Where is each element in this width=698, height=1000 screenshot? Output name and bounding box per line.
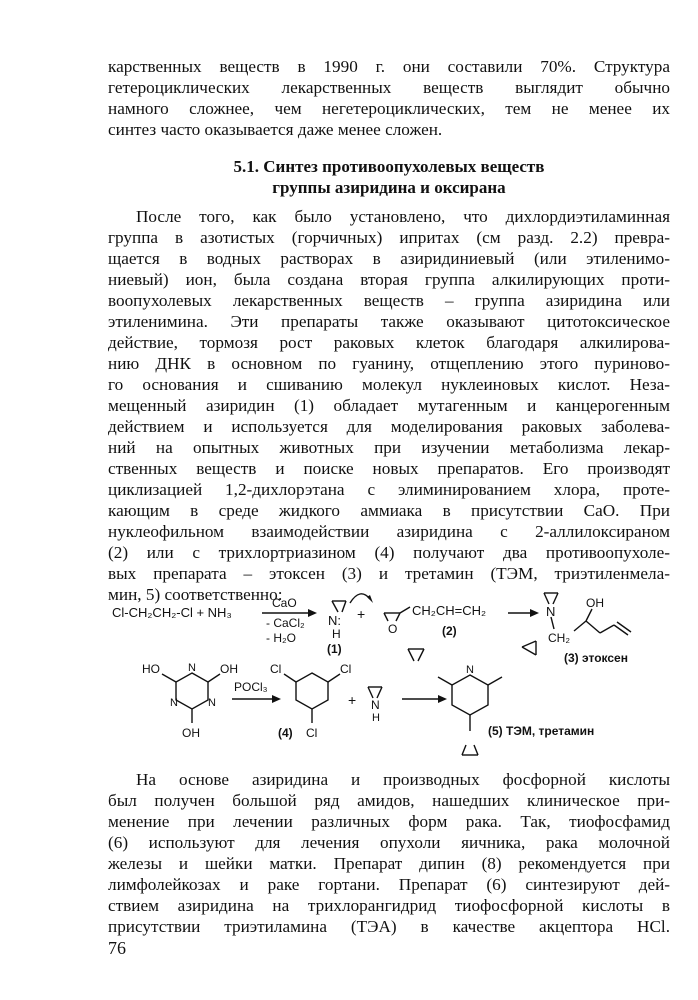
oxirane-o-label: O bbox=[388, 622, 398, 636]
ethoxene-bond bbox=[600, 625, 614, 633]
ethoxene-bond bbox=[614, 625, 628, 635]
chloro-cl-label: Cl bbox=[340, 662, 352, 676]
text-line: вых препарата – этоксен (3) и третамин (ТЭМ, триэтиленмела- bbox=[108, 564, 670, 583]
text-line: нию ДНК в основном по гуанину, отщеплению этого пуриново- bbox=[108, 354, 670, 373]
reaction-scheme bbox=[112, 585, 672, 760]
triazine-n-label: N bbox=[170, 697, 178, 709]
heading-line: группы азиридина и оксирана bbox=[272, 178, 506, 197]
section-heading bbox=[108, 156, 670, 198]
reagent-h2o: - H₂O bbox=[266, 631, 296, 645]
tem-aziridine-bond bbox=[462, 745, 466, 755]
aziridine-bond bbox=[332, 601, 338, 612]
text-line: После того, как было установлено, что дихлордиэтиламинная bbox=[136, 207, 670, 226]
triazine-n-label: N bbox=[208, 697, 216, 709]
tem-bond bbox=[488, 677, 502, 685]
text-line: На основе азиридина и производных фосфорной кислоты bbox=[136, 770, 670, 789]
ethoxene-ch2-label: CH₂ bbox=[548, 631, 570, 645]
text-line: (6) используют для лечения опухоли яичника, рака молочной bbox=[108, 833, 670, 852]
triazine-n-label: N bbox=[188, 662, 196, 674]
compound-label-5: (5) ТЭМ, третамин bbox=[488, 724, 595, 738]
page-number: 76 bbox=[108, 938, 126, 958]
triazine-bond bbox=[328, 674, 340, 682]
text-line: железы и шейки матки. Препарат дипин (8) рекомендуется при bbox=[108, 854, 670, 873]
triazine-ring bbox=[452, 675, 488, 715]
text-line: нуклеофильном взаимодействии азиридина с 2-аллилоксираном bbox=[108, 522, 670, 541]
text-line: карственных веществ в 1990 г. они составили 70%. Структура bbox=[108, 57, 670, 76]
allyl-chain: CH₂CH=CH₂ bbox=[412, 603, 487, 618]
text-line: менение при лечении различных форм рака. Так, тиофосфамид bbox=[108, 812, 670, 831]
triazine-ho-label: HO bbox=[142, 662, 160, 676]
plus-sign: + bbox=[348, 692, 357, 708]
heading-line: 5.1. Синтез противоопухолевых веществ bbox=[233, 157, 545, 176]
paragraph-bottom bbox=[108, 769, 670, 937]
reagent-cacl2: - CaCl₂ bbox=[266, 616, 305, 630]
ethoxene-bond bbox=[544, 593, 549, 604]
text-line: присутствии триэтиламина (ТЭА) в качестве акцептора HCl. bbox=[108, 917, 670, 936]
triazine-oh-label: OH bbox=[182, 726, 200, 740]
ethoxene-oh-label: OH bbox=[586, 596, 604, 610]
reagent-pocl3: POCl₃ bbox=[234, 680, 268, 694]
aziridine-h-label: H bbox=[372, 712, 380, 724]
ethoxene-bond bbox=[553, 593, 558, 604]
text-line: кающим в среде жидкого аммиака в присутствии CaO. При bbox=[108, 501, 670, 520]
aziridine-n-label: N bbox=[371, 698, 380, 712]
text-line: воопухолевых лекарственных веществ – группа азиридина или bbox=[108, 291, 670, 310]
reaction-arrow-head bbox=[308, 609, 317, 617]
ethoxene-bond bbox=[586, 609, 592, 621]
reactant-dichloroethane: Cl-CH₂CH₂-Cl + NH₃ bbox=[112, 605, 232, 620]
tem-aziridine-bond bbox=[418, 649, 424, 661]
text-line: ний на опытных животных при изучении метаболизма лекар- bbox=[108, 438, 670, 457]
ethoxene-bond bbox=[586, 621, 600, 633]
ethoxene-n-label: N bbox=[546, 604, 556, 619]
chloro-cl-label: Cl bbox=[306, 726, 318, 740]
text-line: го основания и сшиванию молекул нуклеиновых кислот. Неза- bbox=[108, 375, 670, 394]
tem-bond bbox=[438, 677, 452, 685]
aziridine-n-label: N: bbox=[328, 613, 341, 628]
oxirane-bond bbox=[400, 607, 410, 613]
text-line: действие, тормозя рост раковых клеток благодаря алкилирова- bbox=[108, 333, 670, 352]
text-line: группа в азотистых (горчичных) ипритах (см разд. 2.2) превра- bbox=[108, 228, 670, 247]
curved-arrow bbox=[350, 594, 370, 603]
ethoxene-bond bbox=[574, 621, 586, 631]
aziridine-bond bbox=[368, 687, 373, 698]
triazine-oh-label: OH bbox=[220, 662, 238, 676]
compound-label-3: (3) этоксен bbox=[564, 651, 628, 665]
compound-label-1: (1) bbox=[327, 642, 342, 656]
text-line: мещенный азиридин (1) обладает мутагенным и канцерогенным bbox=[108, 396, 670, 415]
triazine-bond bbox=[284, 674, 296, 682]
text-line: ниевый) ион, была создана вторая группа алкилирующих проти- bbox=[108, 270, 670, 289]
plus-sign: + bbox=[357, 606, 366, 622]
tem-aziridine-bond bbox=[408, 649, 414, 661]
text-line: этиленимина. Эти препараты также оказывают цитотоксическое bbox=[108, 312, 670, 331]
oxirane-bond bbox=[384, 613, 388, 621]
text-line: намного сложнее, чем негетероциклических, тем не менее их bbox=[108, 99, 670, 118]
reaction-arrow-head bbox=[438, 695, 447, 703]
text-line: мин, 5) соответственно: bbox=[108, 585, 283, 604]
paragraph-main bbox=[108, 206, 670, 605]
oxirane-bond bbox=[396, 613, 400, 621]
text-line: ственных веществ и поиске новых препаратов. Его производят bbox=[108, 459, 670, 478]
triazine-ring bbox=[176, 673, 208, 709]
text-line: ствием азиридина на трихлорангидрид тиофосфорной кислоты в bbox=[108, 896, 670, 915]
tem-aziridine-bond bbox=[522, 647, 536, 655]
tem-aziridine-bond bbox=[474, 745, 478, 755]
text-line: (2) или с трихлортриазином (4) получают два противоопухоле- bbox=[108, 543, 670, 562]
tem-n-label: N bbox=[466, 664, 474, 676]
text-line: действием и используется для моделирования раковых заболева- bbox=[108, 417, 670, 436]
triazine-bond bbox=[208, 674, 220, 682]
compound-label-2: (2) bbox=[442, 624, 457, 638]
aziridine-h-label: H bbox=[332, 627, 341, 641]
text-line: циклизацией 1,2-дихлорэтана с элиминированием хлора, проте- bbox=[108, 480, 670, 499]
text-line: лимфолейкозах и раке гортани. Препарат (6) синтезируют дей- bbox=[108, 875, 670, 894]
text-line: синтез часто оказывается даже менее сложен. bbox=[108, 120, 443, 139]
triazine-ring bbox=[296, 673, 328, 709]
chloro-cl-label: Cl bbox=[270, 662, 282, 676]
text-line: был получен большой ряд амидов, нашедших клиническое при- bbox=[108, 791, 670, 810]
aziridine-bond bbox=[342, 601, 346, 612]
compound-label-4: (4) bbox=[278, 726, 293, 740]
paragraph-top bbox=[108, 56, 670, 140]
text-line: щается в водных растворах в азиридиниевый (или этиленимо- bbox=[108, 249, 670, 268]
triazine-bond bbox=[162, 674, 176, 682]
tem-aziridine-bond bbox=[522, 641, 536, 647]
aziridine-bond bbox=[377, 687, 382, 698]
reaction-arrow-head bbox=[530, 609, 539, 617]
reagent-cao: CaO bbox=[272, 596, 297, 610]
reaction-arrow-head bbox=[272, 695, 281, 703]
ethoxene-bond bbox=[617, 622, 631, 632]
text-line: гетероциклических лекарственных веществ выглядит обычно bbox=[108, 78, 670, 97]
